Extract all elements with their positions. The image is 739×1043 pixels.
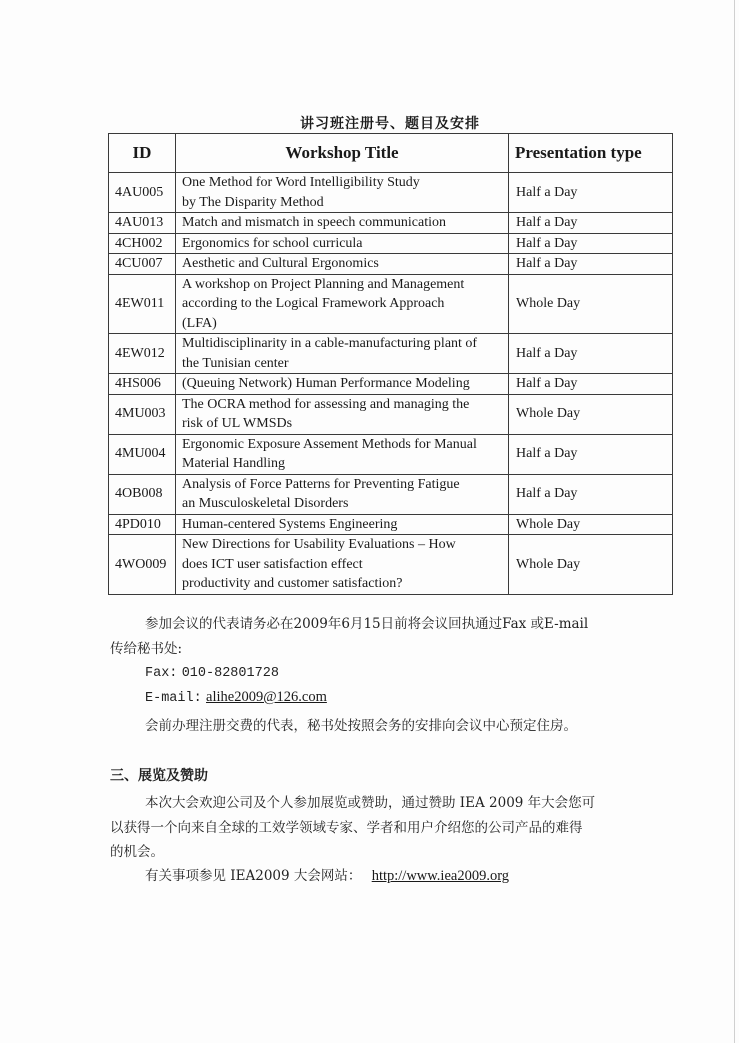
workshop-title-line: Analysis of Force Patterns for Preventing Fatigue <box>182 476 460 492</box>
table-row <box>109 474 673 514</box>
presentation-type: Whole Day <box>509 535 673 595</box>
workshop-title-line: Multidisciplinarity in a cable-manufacturing plant of <box>182 336 478 351</box>
workshop-title-line: (LFA) <box>182 315 217 331</box>
workshop-title-line: One Method for Word Intelligibility Study <box>182 175 420 190</box>
presentation-type: Half a Day <box>509 233 673 254</box>
workshop-id: 4MU004 <box>109 434 176 474</box>
presentation-type: Half a Day <box>509 374 673 395</box>
presentation-type: Half a Day <box>509 173 673 213</box>
workshop-id: 4OB008 <box>109 474 176 514</box>
fax-line <box>145 664 685 681</box>
workshop-id: 4AU005 <box>109 173 176 213</box>
workshop-id: 4PD010 <box>109 514 176 535</box>
table-row <box>109 274 673 334</box>
email-link[interactable]: alihe2009@126.com <box>206 689 327 705</box>
table-row <box>109 535 673 595</box>
exhibition-para-line-3: 的机会。 <box>110 844 164 860</box>
presentation-type: Half a Day <box>509 474 673 514</box>
workshop-title-line: risk of UL WMSDs <box>182 416 293 431</box>
header-workshop-title: Workshop Title <box>176 134 509 173</box>
presentation-type: Half a Day <box>509 434 673 474</box>
workshop-title-line: Material Handling <box>182 456 286 471</box>
workshop-title-line: Ergonomic Exposure Assement Methods for Manual <box>182 436 477 452</box>
table-header-row <box>109 134 673 173</box>
workshop-title <box>176 233 509 254</box>
registration-line-2: 传给秘书处: <box>110 641 183 657</box>
workshop-title <box>176 474 509 514</box>
housing-note: 会前办理注册交费的代表，秘书处按照会务的安排向会议中心预定住房。 <box>145 718 577 734</box>
page-edge <box>734 0 735 1043</box>
workshop-title-line: by The Disparity Method <box>182 194 324 210</box>
header-presentation-type: Presentation type <box>509 134 673 173</box>
workshop-title-line: Match and mismatch in speech communication <box>182 215 446 230</box>
table-row <box>109 213 673 234</box>
workshop-title-line: Human-centered Systems Engineering <box>182 516 398 532</box>
website-link[interactable]: http://www.iea2009.org <box>371 868 510 884</box>
presentation-type: Half a Day <box>509 254 673 275</box>
workshop-title-line: productivity and customer satisfaction? <box>182 576 403 591</box>
website-label: 有关事项参见 IEA2009 大会网站： <box>145 868 362 884</box>
table-row <box>109 173 673 213</box>
workshop-id: 4CU007 <box>109 254 176 275</box>
workshop-title-line: Ergonomics for school curricula <box>182 235 363 251</box>
table-row <box>109 233 673 254</box>
workshop-title-line: Aesthetic and Cultural Ergonomics <box>182 256 379 271</box>
table-row <box>109 374 673 395</box>
workshop-title <box>176 213 509 234</box>
exhibition-para-line-2: 以获得一个向来自全球的工效学领域专家、学者和用户介绍您的公司产品的难得 <box>110 820 583 836</box>
workshop-title-line: an Musculoskeletal Disorders <box>182 496 349 511</box>
workshop-title-line: according to the Logical Framework Approach <box>182 296 445 311</box>
workshop-title-line: A workshop on Project Planning and Management <box>182 276 465 292</box>
workshop-title <box>176 374 509 395</box>
presentation-type: Half a Day <box>509 334 673 374</box>
workshop-id: 4CH002 <box>109 233 176 254</box>
workshop-table-body <box>109 173 673 595</box>
workshop-title <box>176 394 509 434</box>
workshop-id: 4HS006 <box>109 374 176 395</box>
fax-label: Fax: <box>145 666 178 681</box>
workshop-id: 4AU013 <box>109 213 176 234</box>
workshop-title-line: New Directions for Usability Evaluations – How <box>182 537 456 552</box>
workshop-title <box>176 173 509 213</box>
workshop-title <box>176 274 509 334</box>
registration-line-1: 参加会议的代表请务必在2009年6月15日前将会议回执通过Fax 或E-mail <box>145 616 589 632</box>
exhibition-heading: 三、展览及赞助 <box>110 768 208 784</box>
workshop-title-line: The OCRA method for assessing and managing the <box>182 396 470 412</box>
presentation-type: Half a Day <box>509 213 673 234</box>
workshop-title <box>176 514 509 535</box>
table-caption: 讲习班注册号、题目及安排 <box>300 116 480 132</box>
presentation-type: Whole Day <box>509 514 673 535</box>
workshop-title-line: (Queuing Network) Human Performance Modeling <box>182 376 470 391</box>
workshop-table <box>108 133 673 595</box>
header-id: ID <box>109 134 176 173</box>
table-row <box>109 394 673 434</box>
presentation-type: Whole Day <box>509 274 673 334</box>
email-label: E-mail: <box>145 691 202 706</box>
workshop-id: 4EW012 <box>109 334 176 374</box>
workshop-title <box>176 434 509 474</box>
workshop-id: 4WO009 <box>109 535 176 595</box>
fax-number: 010-82801728 <box>181 666 279 681</box>
workshop-title <box>176 535 509 595</box>
table-row <box>109 254 673 275</box>
email-line <box>145 689 685 706</box>
workshop-title <box>176 254 509 275</box>
workshop-title <box>176 334 509 374</box>
exhibition-para-line-1: 本次大会欢迎公司及个人参加展览或赞助，通过赞助 IEA 2009 年大会您可 <box>145 795 596 811</box>
presentation-type: Whole Day <box>509 394 673 434</box>
table-row <box>109 514 673 535</box>
workshop-id: 4EW011 <box>109 274 176 334</box>
workshop-title-line: the Tunisian center <box>182 355 289 371</box>
website-line <box>145 864 685 885</box>
workshop-id: 4MU003 <box>109 394 176 434</box>
workshop-title-line: does ICT user satisfaction effect <box>182 556 363 572</box>
table-row <box>109 334 673 374</box>
table-row <box>109 434 673 474</box>
